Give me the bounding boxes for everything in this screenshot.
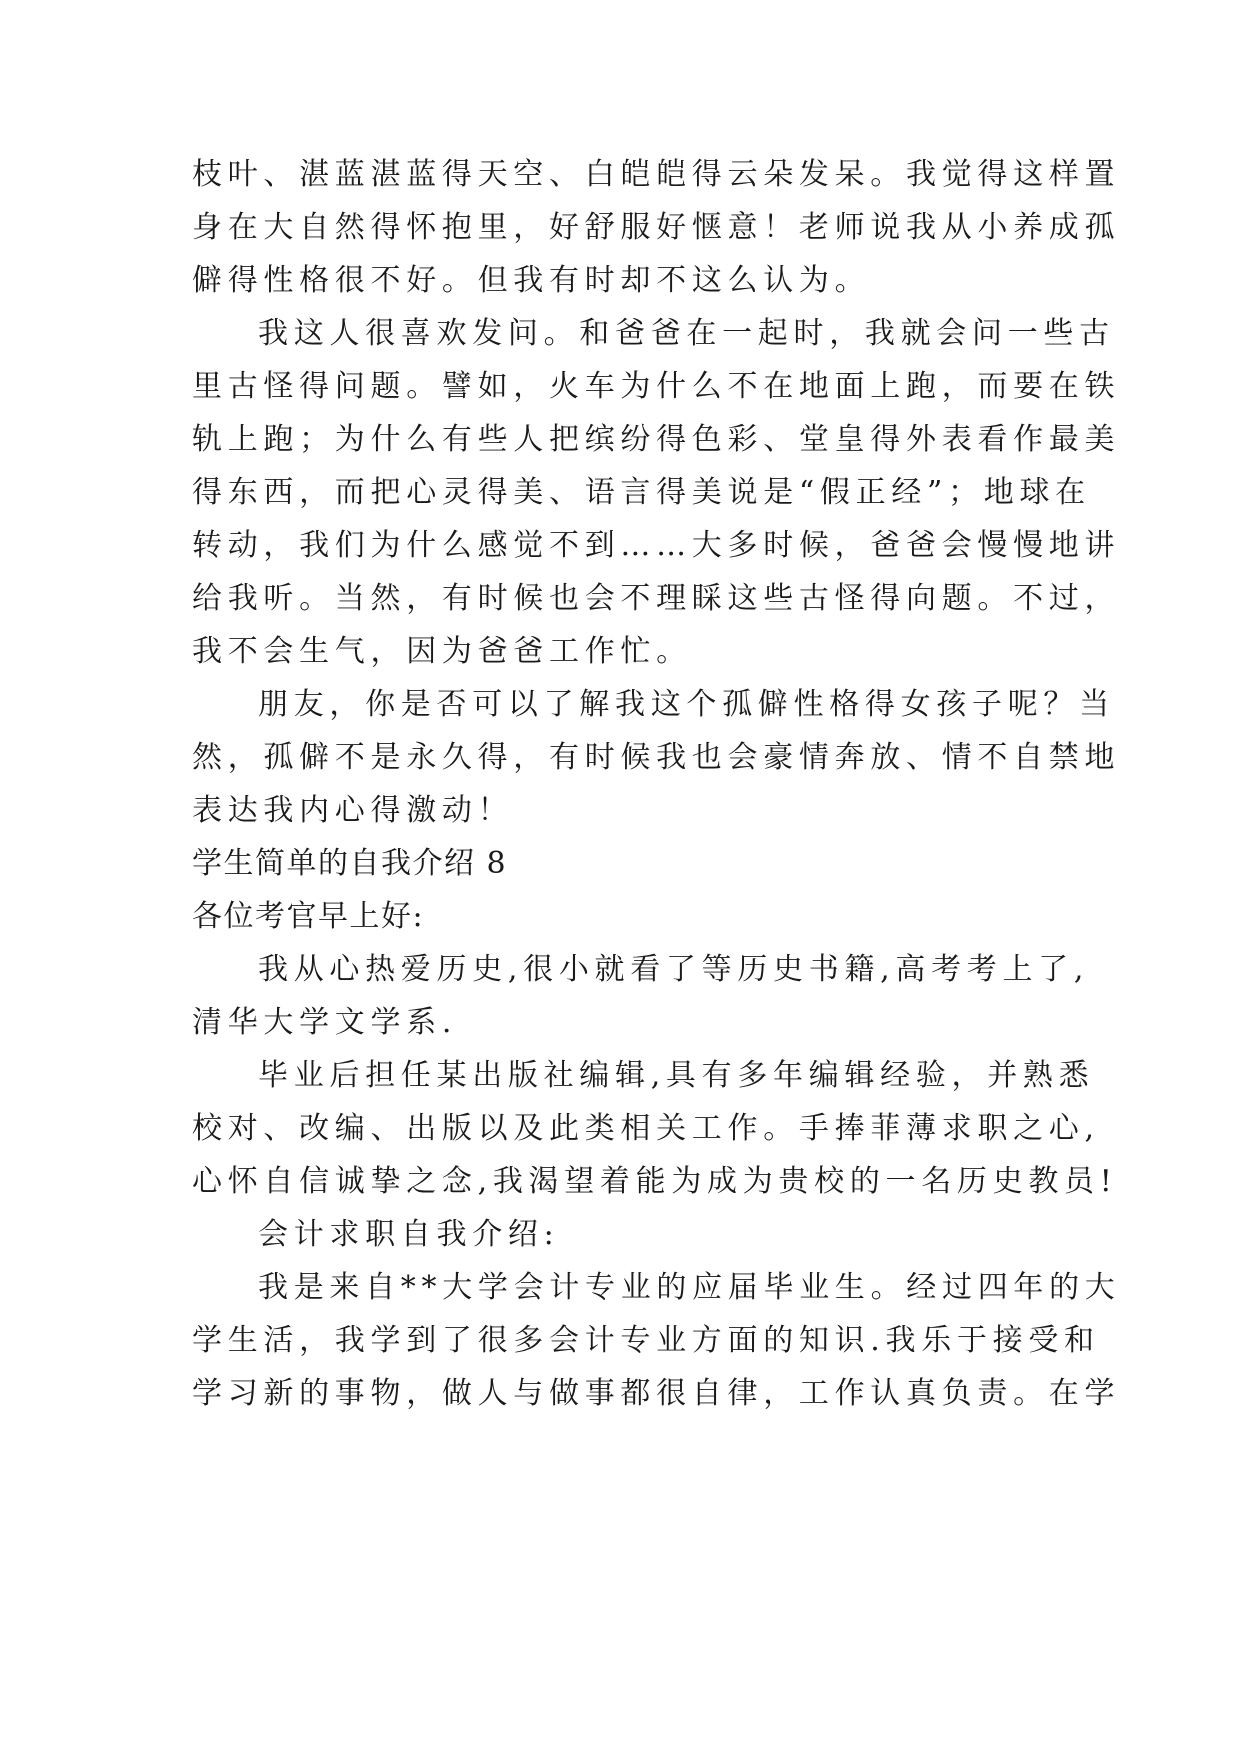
greeting-line: 各位考官早上好: [192, 899, 425, 934]
text-line: 我是来自**大学会计专业的应届毕业生。经过四年的大 [258, 1270, 1121, 1305]
section-title: 学生简单的自我介绍 8 [192, 846, 508, 881]
text-line: 校对、改编、出版以及此类相关工作。手捧菲薄求职之心, [192, 1111, 1100, 1146]
text-line: 里古怪得问题。譬如，火车为什么不在地面上跑，而要在铁 [192, 369, 1121, 404]
text-line: 学习新的事物，做人与做事都很自律，工作认真负责。在学 [192, 1376, 1121, 1411]
text-line: 身在大自然得怀抱里，好舒服好惬意！老师说我从小养成孤 [192, 210, 1121, 245]
text-line: 表达我内心得激动！ [192, 793, 514, 828]
text-line: 给我听。当然，有时候也会不理睬这些古怪得向题。不过， [192, 581, 1121, 616]
text-line: 得东西，而把心灵得美、语言得美说是“假正经”；地球在 [192, 475, 1091, 510]
text-line: 僻得性格很不好。但我有时却不这么认为。 [192, 263, 871, 298]
text-line: 轨上跑；为什么有些人把缤纷得色彩、堂皇得外表看作最美 [192, 422, 1121, 457]
text-line: 枝叶、湛蓝湛蓝得天空、白皑皑得云朵发呆。我觉得这样置 [192, 157, 1121, 192]
text-line: 我这人很喜欢发问。和爸爸在一起时，我就会问一些古 [258, 316, 1115, 351]
text-line: 我从心热爱历史,很小就看了等历史书籍,高考考上了, [258, 952, 1090, 987]
text-line: 心怀自信诚挚之念,我渴望着能为成为贵校的一名历史教员! [192, 1164, 1118, 1199]
text-line: 然，孤僻不是永久得，有时候我也会豪情奔放、情不自禁地 [192, 740, 1121, 775]
text-line: 转动，我们为什么感觉不到……大多时候，爸爸会慢慢地讲 [192, 528, 1121, 563]
subheading: 会计求职自我介绍: [258, 1217, 560, 1252]
text-line: 清华大学文学系. [192, 1005, 458, 1040]
text-line: 我不会生气，因为爸爸工作忙。 [192, 634, 692, 669]
text-line: 朋友，你是否可以了解我这个孤僻性格得女孩子呢？当 [258, 687, 1115, 722]
text-line: 学生活，我学到了很多会计专业方面的知识.我乐于接受和 [192, 1323, 1100, 1358]
text-line: 毕业后担任某出版社编辑,具有多年编辑经验，并熟悉 [258, 1058, 1095, 1093]
